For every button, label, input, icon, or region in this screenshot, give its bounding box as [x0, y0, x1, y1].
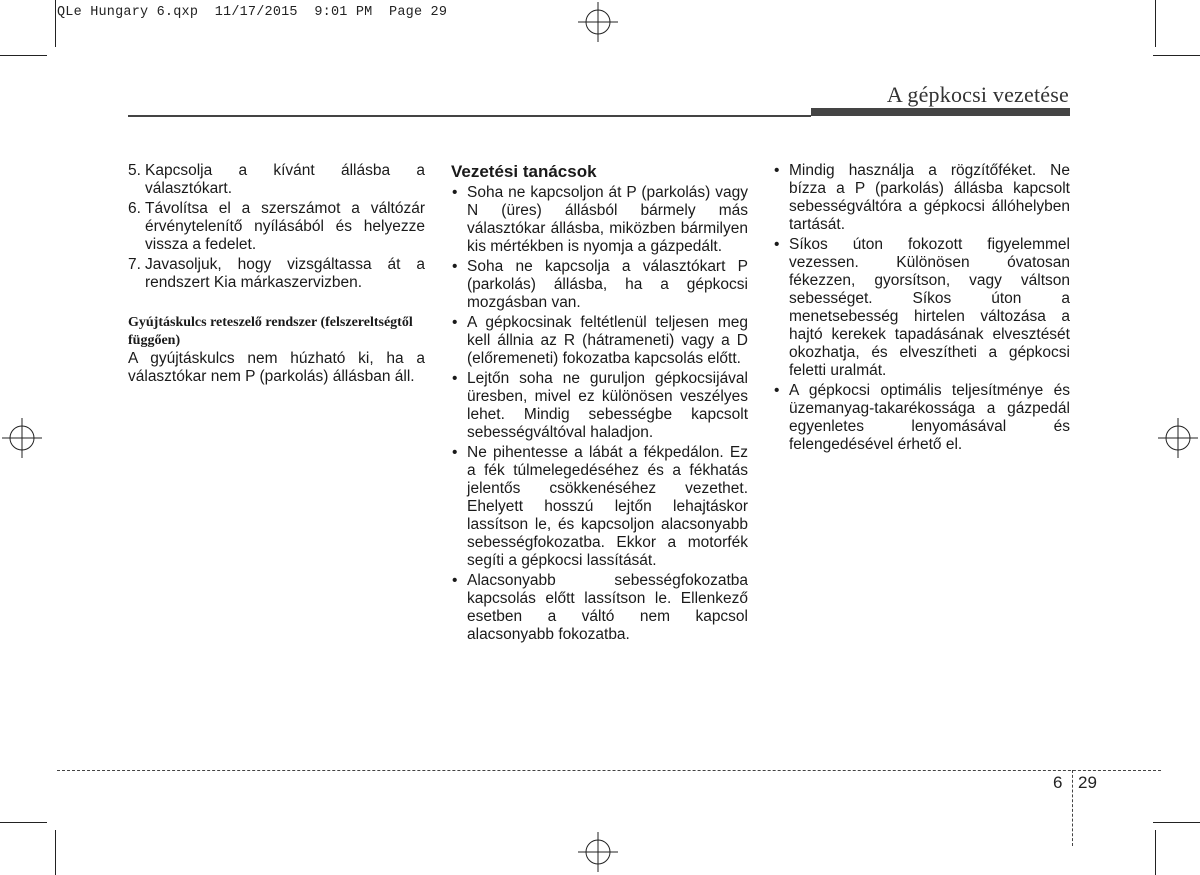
step-text: Javasoljuk, hogy vizsgáltassa át a rendszert Kia márkaszervizben. [145, 256, 425, 291]
tips-list [451, 184, 748, 644]
step-number: 7. [128, 256, 141, 273]
list-item [128, 162, 425, 198]
list-item: • Síkos úton fokozott figyelemmel vezessen. Különösen óvatosan fékezzen, gyorsítson, vagy váltson sebességet. Síkos úton a menetsebesség hirtelen változása a hajtó kerekek tapadásának elvesztését okozhatja, és elveszítheti a gépkocsi feletti uralmát. [773, 236, 1070, 380]
column-1 [128, 162, 425, 386]
list-item: • A gépkocsinak feltétlenül teljesen meg kell állnia az R (hátrameneti) vagy a D (előremeneti) fokozatba kapcsolás előtt. [451, 314, 748, 368]
registration-mark [1158, 418, 1198, 458]
step-text: Távolítsa el a szerszámot a váltózár érvénytelenítő nyílásából és helyezze vissza a fedelet. [145, 200, 425, 253]
footer-divider [1072, 770, 1073, 846]
column-3 [773, 162, 1070, 456]
header-rule [128, 115, 811, 117]
step-number: 5. [128, 162, 141, 179]
list-item: • Mindig használja a rögzítőféket. Ne bízza a P (parkolás) állásba kapcsolt sebességváltóra a gépkocsi állóhelyben tartását. [773, 162, 1070, 234]
crop-mark [1155, 0, 1156, 47]
crop-mark [0, 55, 47, 56]
footer-rule [57, 770, 1161, 771]
header-rule-accent [811, 108, 1070, 116]
list-item: • Lejtőn soha ne guruljon gépkocsijával üresben, mivel ez különösen veszélyes lehet. Mindig sebességbe kapcsolt sebességváltóval haladjon. [451, 370, 748, 442]
chapter-number: 6 [1053, 773, 1063, 792]
list-item: • Ne pihentesse a lábát a fékpedálon. Ez a fék túlmelegedéséhez és a fékhatás jelentős csökkenéséhez vezethet. Ehelyett hosszú lejtőn lehajtáskor lassítson le, és kapcsoljon alacsonyabb sebességfokozatba. Ekkor a motorfék segíti a gépkocsi lassítását. [451, 444, 748, 570]
list-item: • Soha ne kapcsoljon át P (parkolás) vagy N (üres) állásból bármely más választókar állásba, miközben bármilyen kis mértékben is nyomja a gázpedált. [451, 184, 748, 256]
crop-mark [0, 822, 47, 823]
registration-mark [578, 2, 618, 42]
registration-mark [2, 418, 42, 458]
crop-mark [1155, 830, 1156, 875]
subheading: Gyújtáskulcs reteszelő rendszer (felszereltségtől függően) [128, 315, 413, 348]
column-2 [451, 162, 748, 646]
paragraph: A gyújtáskulcs nem húzható ki, ha a választókar nem P (parkolás) állásban áll. [128, 350, 425, 385]
page-number: 29 [1078, 773, 1097, 792]
list-item: • Alacsonyabb sebességfokozatba kapcsolás előtt lassítson le. Ellenkező esetben a váltó nem kapcsol alacsonyabb fokozatba. [451, 572, 748, 644]
step-number: 6. [128, 200, 141, 217]
crop-mark [55, 0, 56, 47]
list-item: • Soha ne kapcsolja a választókart P (parkolás) állásba, ha a gépkocsi mozgásban van. [451, 258, 748, 312]
tips-list [773, 162, 1070, 454]
list-item [128, 200, 425, 254]
section-title: A gépkocsi vezetése [886, 82, 1069, 107]
list-item [128, 256, 425, 292]
crop-mark [1153, 822, 1200, 823]
crop-mark [55, 830, 56, 875]
list-item: • A gépkocsi optimális teljesítménye és üzemanyag-takarékossága a gázpedál egyenletes lenyomásával és felengedésével érhető el. [773, 382, 1070, 454]
heading: Vezetési tanácsok [451, 162, 597, 181]
step-text: Kapcsolja a kívánt állásba a választókart. [145, 162, 425, 197]
steps-list [128, 162, 425, 292]
print-slug: QLe Hungary 6.qxp 11/17/2015 9:01 PM Page 29 [57, 5, 448, 20]
registration-mark [578, 832, 618, 872]
crop-mark [1153, 55, 1200, 56]
